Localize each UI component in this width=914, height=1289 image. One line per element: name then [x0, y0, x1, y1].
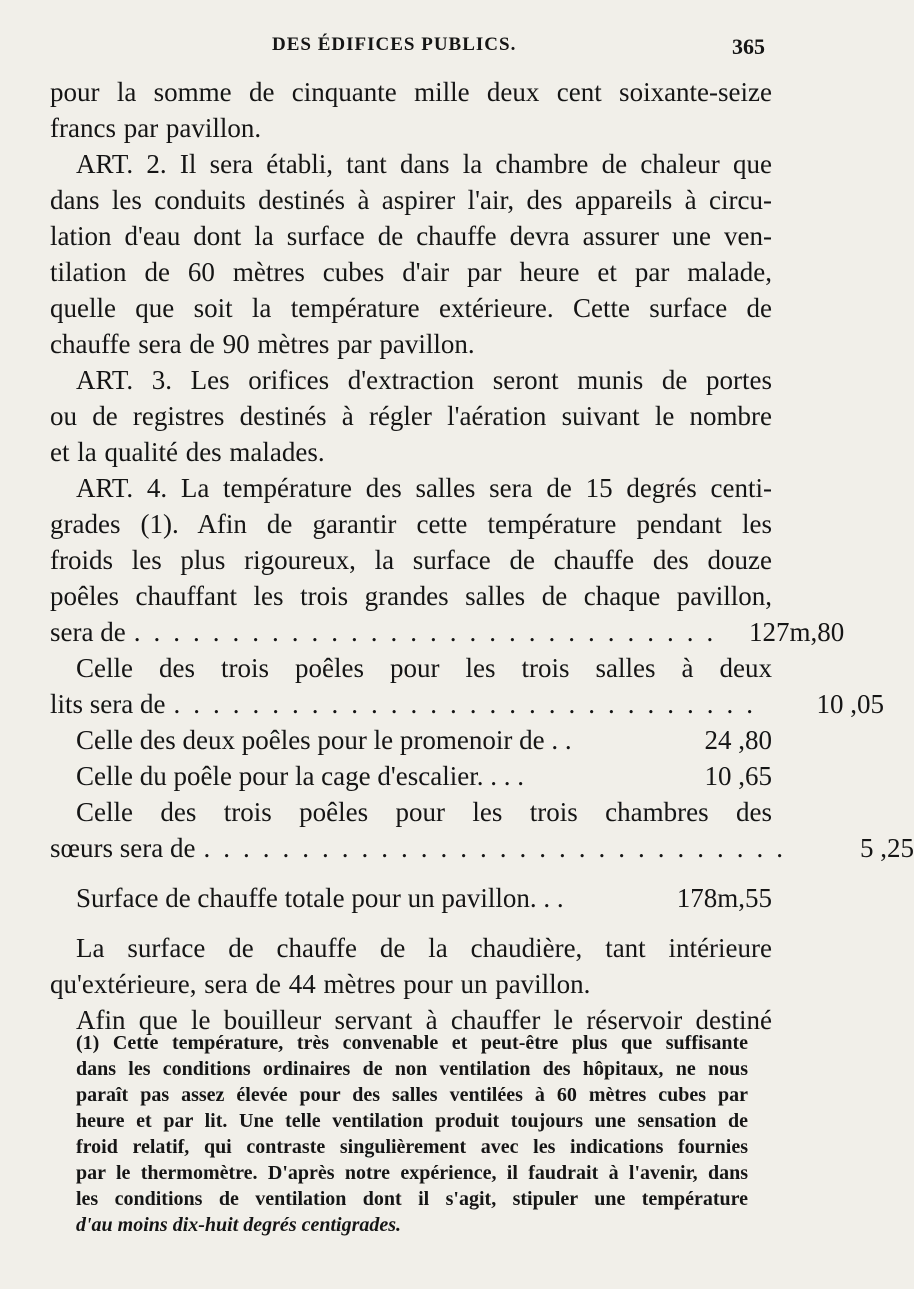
text-line: Afin que le bouilleur servant à chauffer le réservoir destiné: [76, 1005, 772, 1035]
text-line: dans les conduits destinés à aspirer l'air, des appareils à circu-: [50, 185, 772, 215]
total-row: [50, 880, 772, 916]
running-head: DES ÉDIFICES PUBLICS.: [272, 34, 517, 55]
page-number: 365: [732, 34, 765, 59]
surface-row: [50, 830, 914, 866]
row-value: 127m,80: [748, 617, 845, 647]
text-line: chauffe sera de 90 mètres par pavillon.: [50, 329, 475, 359]
footnote-line: (1) Cette température, très convenable et peut-être plus que suffisante: [76, 1032, 748, 1054]
spacer: [50, 916, 772, 930]
row-label: sera de: [50, 617, 126, 647]
text-line: pour la somme de cinquante mille deux cent soixante-seize: [50, 77, 772, 107]
spacer: [50, 866, 772, 880]
total-label: Surface de chauffe totale pour un pavillon. . .: [76, 883, 564, 913]
surface-row: [50, 722, 772, 758]
row-value: 5 ,25: [859, 833, 914, 863]
footnote-line: paraît pas assez élevée pour des salles ventilées à 60 mètres cubes par: [76, 1084, 748, 1106]
row-value: 24 ,80: [704, 725, 772, 755]
text-line: La surface de chauffe de la chaudière, tant intérieure: [76, 933, 772, 963]
row-label: Celle des deux poêles pour le promenoir de . .: [76, 725, 572, 755]
text-line: ART. 4. La température des salles sera de 15 degrés centi-: [76, 473, 772, 503]
surface-row: [50, 614, 845, 650]
text-line: lation d'eau dont la surface de chauffe devra assurer une ven-: [50, 221, 772, 251]
text-line: et la qualité des malades.: [50, 437, 325, 467]
leader-dots: ..............................: [203, 833, 796, 863]
surface-row: [50, 686, 884, 722]
text-line: grades (1). Afin de garantir cette température pendant les: [50, 509, 772, 539]
leader-dots: ..............................: [173, 689, 766, 719]
text-line: qu'extérieure, sera de 44 mètres pour un pavillon.: [50, 969, 591, 999]
footnote-line: par le thermomètre. D'après notre expérience, il faudrait à l'avenir, dans: [76, 1162, 748, 1184]
row-value: 10 ,05: [816, 689, 884, 719]
text-line: Celle des trois poêles pour les trois salles à deux: [76, 653, 772, 683]
row-label: lits sera de: [50, 689, 166, 719]
row-value: 10 ,65: [704, 761, 772, 791]
text-line: ou de registres destinés à régler l'aération suivant le nombre: [50, 401, 772, 431]
text-line: poêles chauffant les trois grandes salles de chaque pavillon,: [50, 581, 772, 611]
footnote-line: heure et par lit. Une telle ventilation produit toujours une sensation de: [76, 1110, 748, 1132]
footnote-line: les conditions de ventilation dont il s'agit, stipuler une température: [76, 1188, 748, 1210]
footnote-line: dans les conditions ordinaires de non ventilation des hôpitaux, ne nous: [76, 1058, 748, 1080]
leader-dots: ..............................: [133, 617, 727, 647]
text-line: quelle que soit la température extérieure. Cette surface de: [50, 293, 772, 323]
text-line: froids les plus rigoureux, la surface de chauffe des douze: [50, 545, 772, 575]
footnote: [76, 1030, 748, 1238]
total-value: 178m,55: [676, 883, 772, 913]
text-line: Celle des trois poêles pour les trois chambres des: [76, 797, 772, 827]
footnote-line: d'au moins dix-huit degrés centigrades.: [76, 1214, 402, 1236]
text-line: ART. 2. Il sera établi, tant dans la chambre de chaleur que: [76, 149, 772, 179]
surface-row: [50, 758, 772, 794]
text-line: ART. 3. Les orifices d'extraction seront munis de portes: [76, 365, 772, 395]
page-header: [0, 34, 800, 64]
text-line: francs par pavillon.: [50, 113, 262, 143]
row-label: Celle du poêle pour la cage d'escalier. . . .: [76, 761, 524, 791]
footnote-line: froid relatif, qui contraste singulièrement avec les indications fournies: [76, 1136, 748, 1158]
row-label: sœurs sera de: [50, 833, 196, 863]
body-text: [50, 74, 914, 1038]
text-line: tilation de 60 mètres cubes d'air par heure et par malade,: [50, 257, 772, 287]
